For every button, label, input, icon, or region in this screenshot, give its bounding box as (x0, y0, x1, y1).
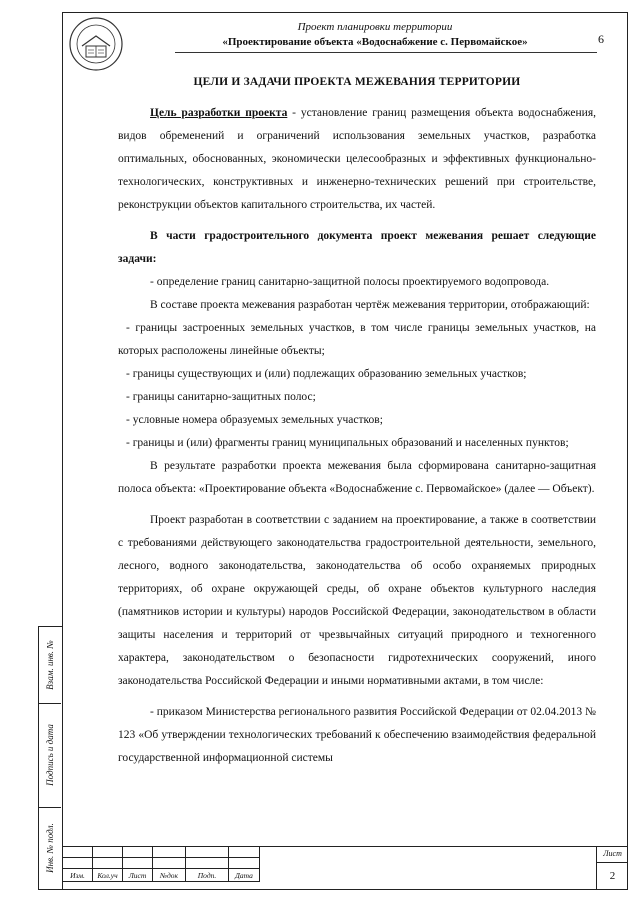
basis-paragraph: Проект разработан в соответствии с заданием на проектирование, а также в соответствии с требованиями действующего законодательства градостроительной деятельности, земельного, лесного, водного законодательства, законодательства об особо охраняемых природных территориях, об охране окружающей среды, об охране объектов культурного наследия (памятников истории и культуры) народов Российской Федерации, законодательством в области защиты населения и территорий от чрезвычайных ситуаций природного и техногенного характера, законодательством о безопасности гидротехнических сооружений, иного законодательства Российской Федерации и иными нормативными актами, в том числе: (118, 514, 596, 687)
stamp-col-izm: Изм. (63, 869, 93, 882)
page-number: 6 (598, 32, 604, 46)
side-cell-replace (39, 627, 61, 704)
side-cell-inventory (39, 807, 61, 889)
stamp-col-list: Лист (123, 869, 153, 882)
title-block-table (62, 846, 260, 882)
header-project-type: Проект планировки территории (297, 21, 453, 33)
drawing-item: - границы существующих и (или) подлежащих образованию земельных участков; (126, 368, 527, 380)
side-stamp (38, 626, 62, 890)
drawing-item: - границы санитарно-защитных полос; (126, 391, 316, 403)
header-project-name: «Проектирование объекта «Водоснабжение с. Первомайское» (222, 36, 528, 48)
drawing-item: - границы и (или) фрагменты границ муниципальных образований и населенных пунктов; (126, 437, 569, 449)
header-divider (175, 52, 597, 53)
side-cell-signature (39, 703, 61, 808)
sheet-box (596, 846, 628, 890)
stamp-col-kol: Кол.уч (93, 869, 123, 882)
result-paragraph: В результате разработки проекта межевания была сформирована санитарно-защитная полоса объекта: «Проектирование объекта «Водоснабжение с. Первомайское» (далее — Объект). (118, 460, 596, 495)
stamp-col-date: Дата (229, 869, 260, 882)
order-paragraph: - приказом Министерства регионального развития Российской Федерации от 02.04.2013 № 123 «Об утверждении технологических требований к обеспечению взаимодействия федеральной государственной информационной системы (118, 706, 596, 764)
organization-logo (68, 16, 124, 72)
side-label-inventory: Инв. № подл. (45, 823, 55, 873)
goal-text: - установление границ размещения объекта водоснабжения, видов обременений и ограничений использования земельных участков, разработка оптимальных, обоснованных, экономически целесообразных и эффективных функционально-технологических, конструктивных и инженерно-технических решений при строительстве, реконструкции объектов капитального строительства, их частей. (118, 107, 596, 211)
task-item: - определение границ санитарно-защитной полосы проектируемого водопровода. (150, 276, 550, 288)
tasks-heading: В части градостроительного документа проект межевания решает следующие задачи: (118, 230, 596, 265)
side-label-replace: Взам. инв. № (45, 640, 55, 690)
sheet-number: 2 (609, 870, 616, 882)
side-label-signature: Подпись и дата (45, 724, 55, 786)
title-block (62, 846, 628, 890)
drawing-intro: В составе проекта межевания разработан чертёж межевания территории, отображающий: (150, 299, 590, 311)
document-body (118, 72, 596, 770)
stamp-col-sign: Подп. (186, 869, 229, 882)
drawing-item: - условные номера образуемых земельных участков; (126, 414, 383, 426)
stamp-col-doc: №док (153, 869, 186, 882)
sheet-label: Лист (597, 846, 628, 863)
goal-paragraph (118, 102, 596, 217)
section-title: ЦЕЛИ И ЗАДАЧИ ПРОЕКТА МЕЖЕВАНИЯ ТЕРРИТОРИИ (193, 76, 521, 88)
drawing-item: - границы застроенных земельных участков, в том числе границы земельных участков, на которых расположены линейные объекты; (118, 322, 596, 357)
goal-label: Цель разработки проекта (150, 107, 288, 119)
